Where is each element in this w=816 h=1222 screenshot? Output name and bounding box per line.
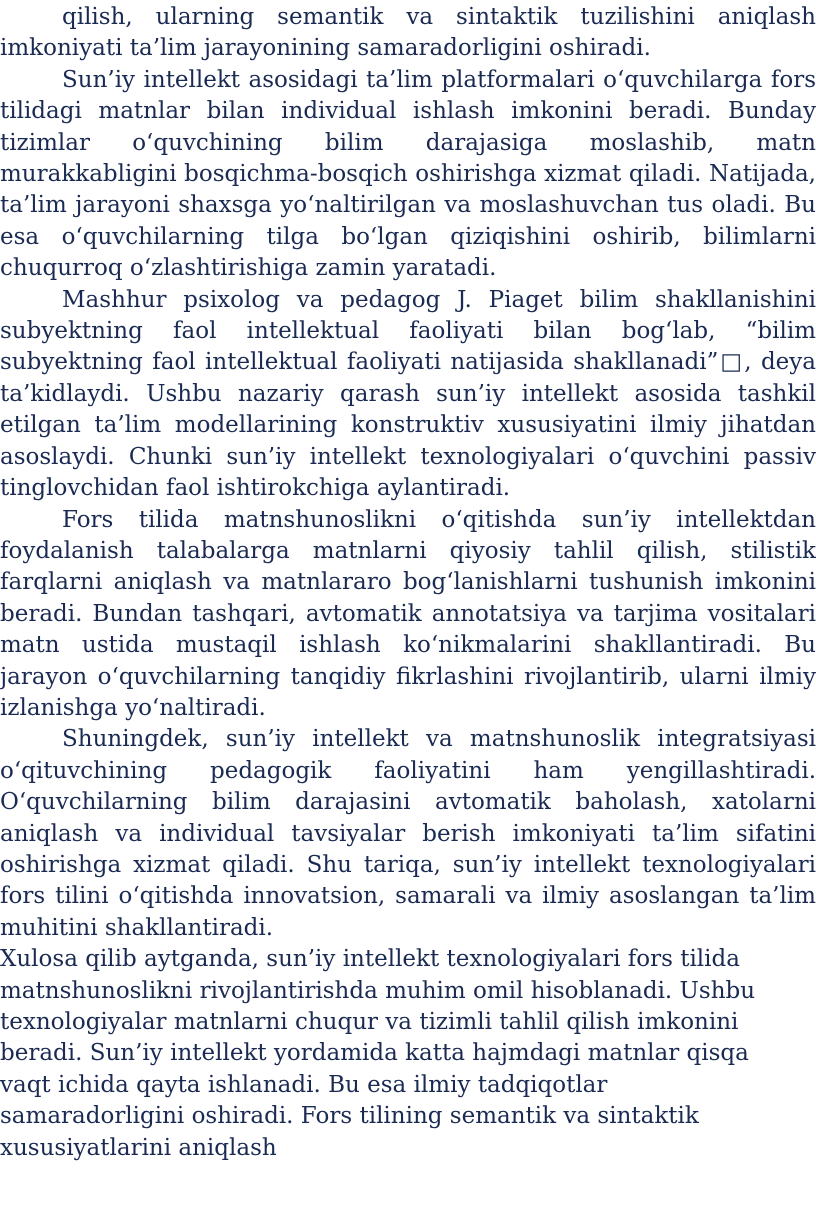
conclusion-block: [0, 944, 816, 1164]
conclusion-line: vaqt ichida qayta ishlanadi. Bu esa ilmiy tadqiqotlar: [0, 1071, 608, 1098]
paragraph-integration: Shuningdek, sun’iy intellekt va matnshunoslik integratsiyasi o‘qituvchining pedagogik faoliyatini ham yengillashtiradi. O‘quvchilarning bilim darajasini avtomatik baholash, xatolarni aniqlash va individual tavsiyalar berish imkoniyati ta’lim sifatini oshirishga xizmat qiladi. Shu tariqa, sun’iy intellekt texnologiyalari fors tilini o‘qitishda innovatsion, samarali va ilmiy asoslangan ta’lim muhitini shakllantiradi.: [0, 726, 816, 941]
paragraph-ai-platforms: Sun’iy intellekt asosidagi ta’lim platformalari o‘quvchilarga fors tilidagi matnlar bilan individual ishlash imkonini beradi. Bunday tizimlar o‘quvchining bilim darajasiga moslashib, matn murakkabligini bosqichma-bosqich oshirishga xizmat qiladi. Natijada, ta’lim jarayoni shaxsga yo‘naltirilgan va moslashuvchan tus oladi. Bu esa o‘quvchilarning tilga bo‘lgan qiziqishini oshirib, bilimlarni chuqurroq o‘zlashtirishiga zamin yaratadi.: [0, 66, 816, 282]
paragraph-continued: qilish, ularning semantik va sintaktik tuzilishini aniqlash imkoniyati ta’lim jarayonining samaradorligini oshiradi.: [0, 4, 816, 62]
conclusion-line: xususiyatlarini aniqlash: [0, 1134, 277, 1161]
conclusion-line: samaradorligini oshiradi. Fors tilining semantik va sintaktik: [0, 1103, 699, 1130]
paragraph-piaget: Mashhur psixolog va pedagog J. Piaget bilim shakllanishini subyektning faol intellektual faoliyati bilan bog‘lab, “bilim subyektning faol intellektual faoliyati natijasida shakllanadi”□, deya ta’kidlaydi. Ushbu nazariy qarash sun’iy intellekt asosida tashkil etilgan ta’lim modellarining konstruktiv xususiyatini ilmiy jihatdan asoslaydi. Chunki sun’iy intellekt texnologiyalari o‘quvchini passiv tinglovchidan faol ishtirokchiga aylantiradi.: [0, 286, 816, 502]
conclusion-line: matnshunoslikni rivojlantirishda muhim omil hisoblanadi. Ushbu: [0, 977, 756, 1004]
conclusion-line: beradi. Sun’iy intellekt yordamida katta hajmdagi matnlar qisqa: [0, 1040, 749, 1067]
paragraph-text-studies: Fors tilida matnshunoslikni o‘qitishda sun’iy intellektdan foydalanish talabalarga matnlarni qiyosiy tahlil qilish, stilistik farqlarni aniqlash va matnlararo bog‘lanishlarni tushunish imkonini beradi. Bundan tashqari, avtomatik annotatsiya va tarjima vositalari matn ustida mustaqil ishlash ko‘nikmalarini shakllantiradi. Bu jarayon o‘quvchilarning tanqidiy fikrlashini rivojlantirib, ularni ilmiy izlanishga yo‘naltiradi.: [0, 506, 816, 721]
conclusion-line: Xulosa qilib aytganda, sun’iy intellekt texnologiyalari fors tilida: [0, 946, 740, 973]
conclusion-line: texnologiyalar matnlarni chuqur va tizimli tahlil qilish imkonini: [0, 1009, 739, 1035]
